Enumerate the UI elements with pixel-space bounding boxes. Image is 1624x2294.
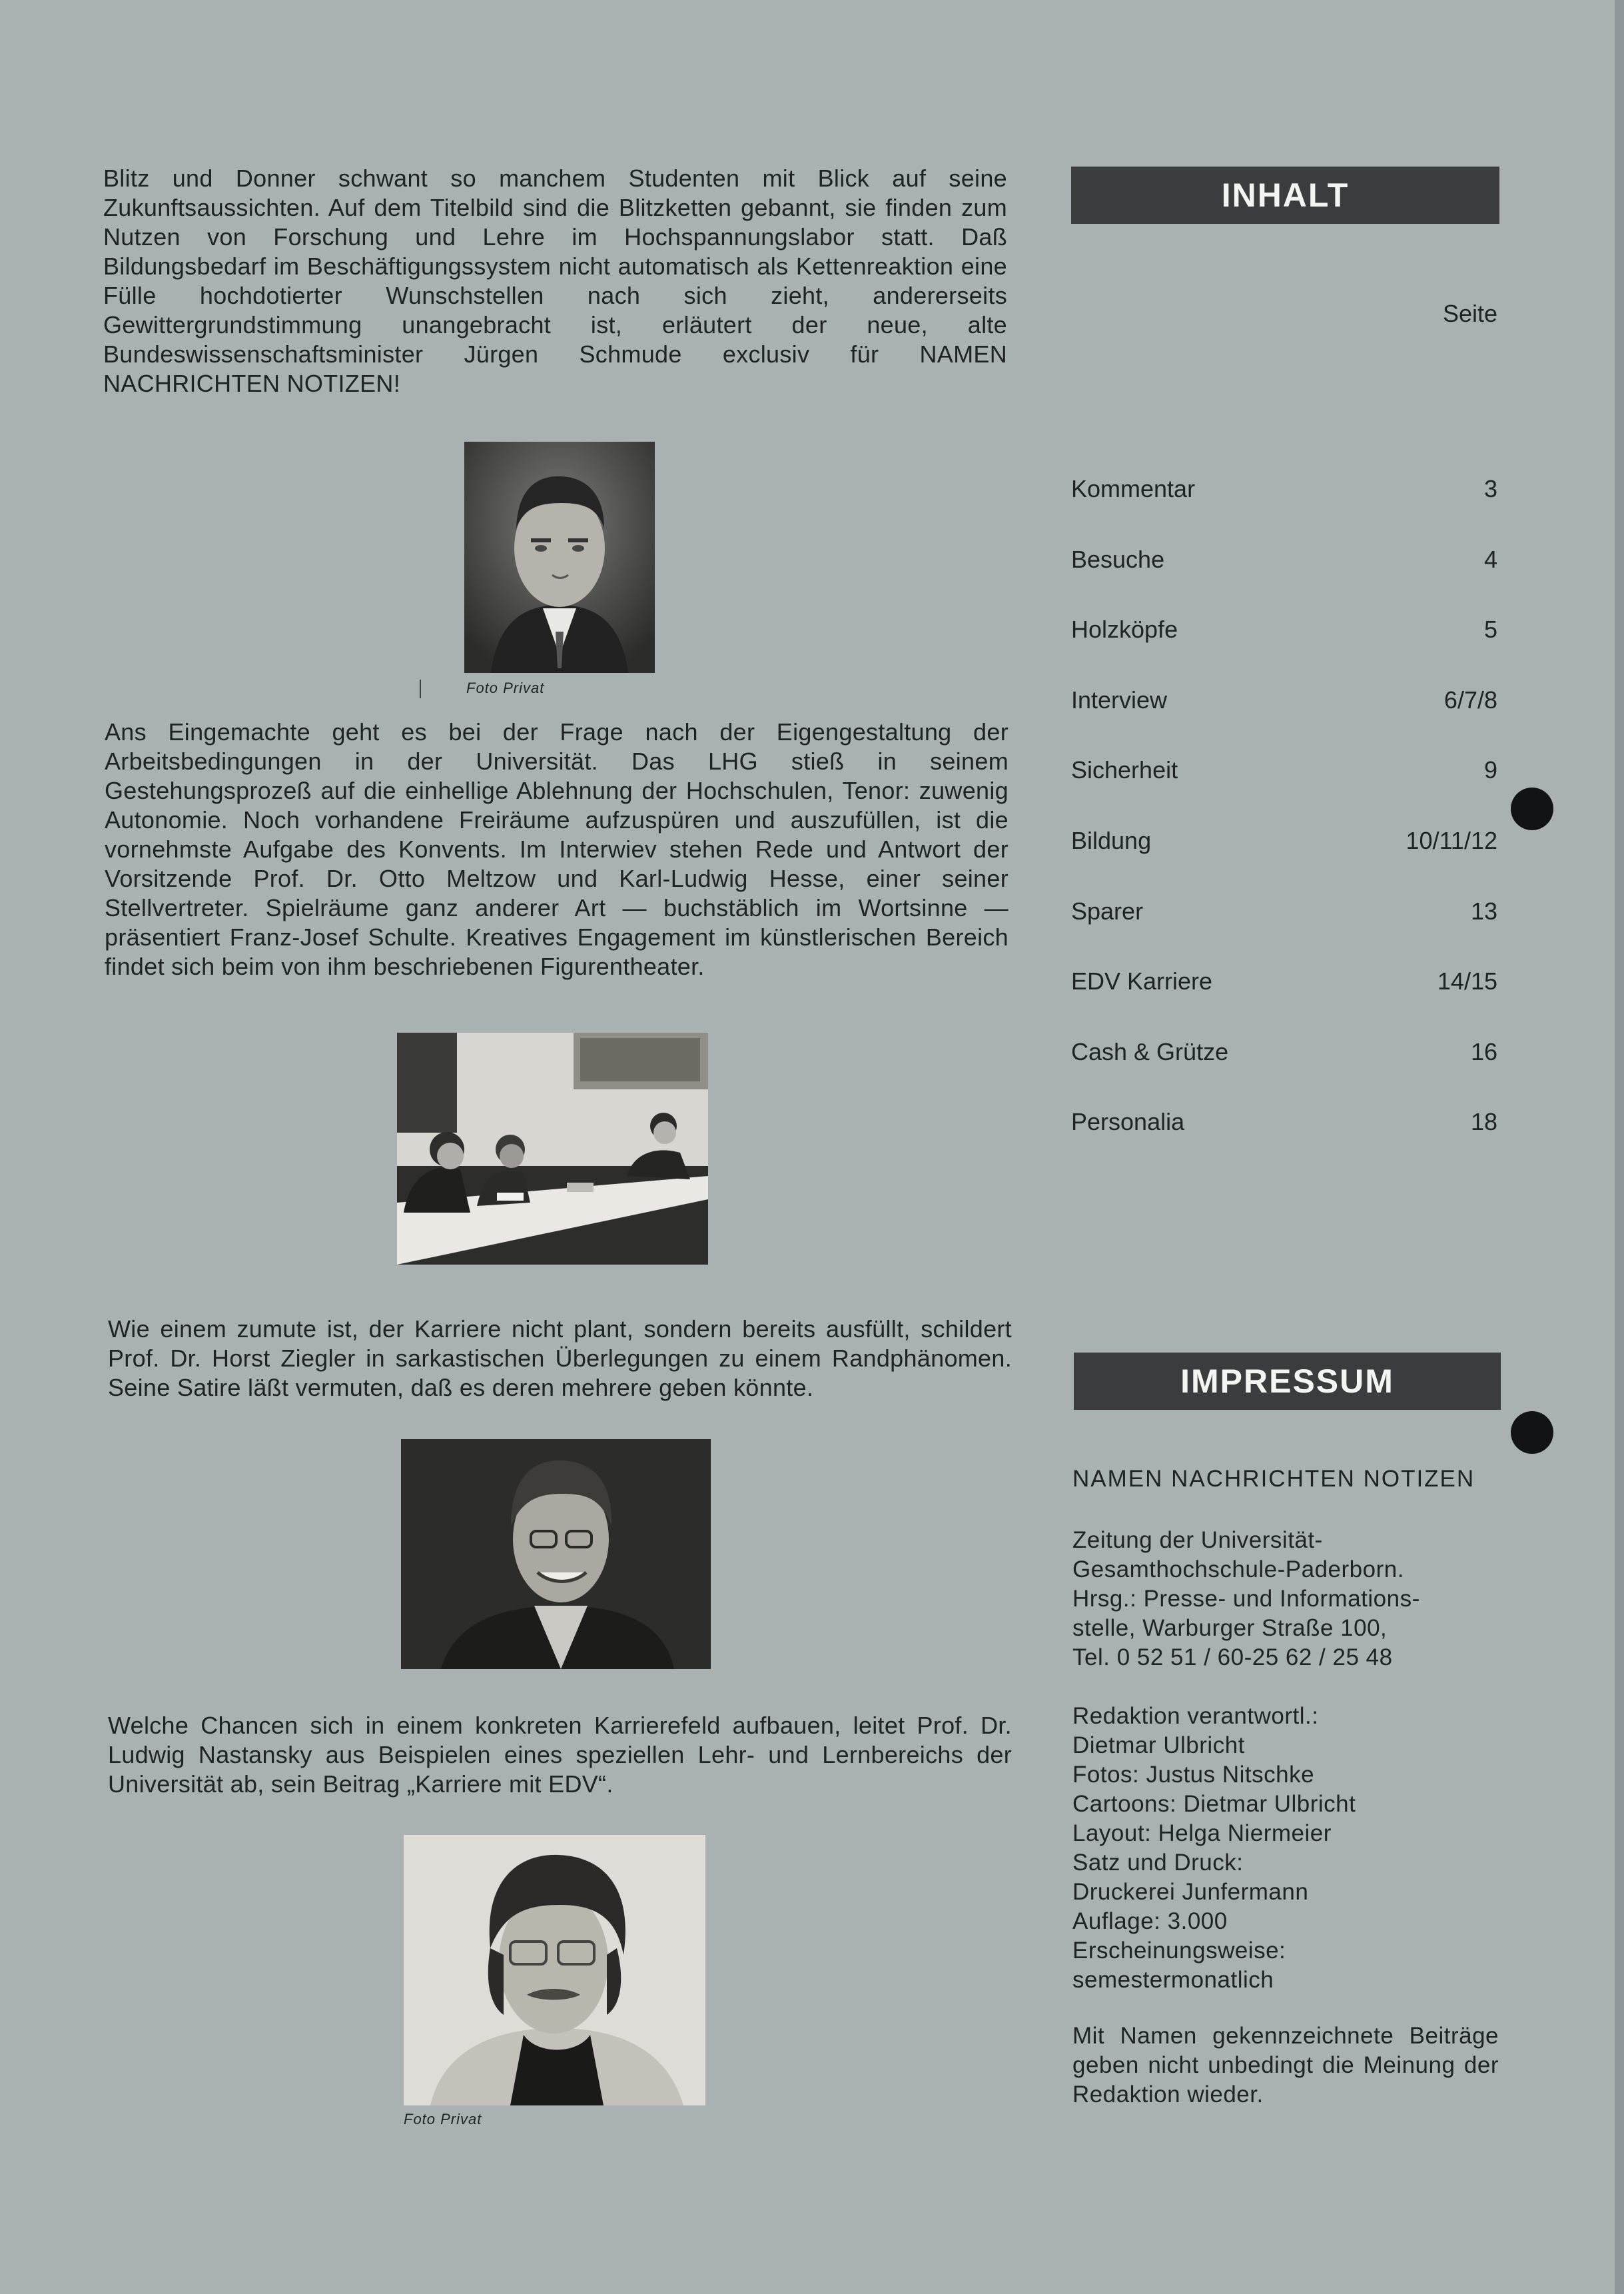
- toc-item-page: 9: [1483, 756, 1497, 784]
- toc-item-title: Sparer: [1071, 897, 1144, 925]
- impressum-line: Zeitung der Universität-: [1072, 1527, 1323, 1553]
- impressum-line: Dietmar Ulbricht: [1072, 1732, 1245, 1758]
- impressum-line: Tel. 0 52 51 / 60-25 62 / 25 48: [1072, 1644, 1393, 1670]
- photo-caption: Foto Privat: [466, 680, 545, 696]
- toc-item-title: EDV Karriere: [1071, 967, 1213, 995]
- toc-item: [1071, 545, 1497, 616]
- page-edge: [1615, 0, 1624, 2294]
- intro-paragraph: Blitz und Donner schwant so manchem Studenten mit Blick auf seine Zukunftsaussichten. Auf dem Titelbild sind die Blitzketten gebannt, sie finden zum Nutzen von Forschung und Lehre im Hochspannungslabor statt. Daß Bildungsbedarf im Beschäftigungssystem nicht automatisch als Kettenreaktion eine Fülle hochdotierter Wunschstellen nach sich zieht, andererseits Gewittergrundstimmung unangebracht ist, erläutert der neue, alte Bundeswissenschaftsminister Jürgen Schmude exclusiv für NAMEN NACHRICHTEN NOTIZEN!: [103, 165, 1007, 397]
- toc-item-title: Personalia: [1071, 1108, 1185, 1136]
- toc-item: [1071, 686, 1497, 756]
- toc-item: [1071, 967, 1497, 1037]
- toc-item-page: 3: [1483, 475, 1497, 502]
- toc-item: [1071, 1037, 1497, 1108]
- toc-item-page: 6/7/8: [1443, 686, 1497, 714]
- impressum-line: Fotos: Justus Nitschke: [1072, 1762, 1315, 1788]
- toc-item-page: 14/15: [1437, 967, 1497, 995]
- portrait-photo-ziegler: [401, 1439, 711, 1669]
- portrait-photo-schmude: [464, 442, 655, 673]
- impressum-banner: IMPRESSUM: [1074, 1353, 1501, 1410]
- toc-item: [1071, 615, 1497, 686]
- impressum-line: Auflage: 3.000: [1072, 1908, 1228, 1934]
- meeting-photo: [397, 1033, 708, 1265]
- toc-item-title: Holzköpfe: [1071, 616, 1178, 644]
- inhalt-banner: INHALT: [1071, 167, 1499, 224]
- toc-item: [1071, 474, 1497, 545]
- toc-item-title: Kommentar: [1071, 475, 1196, 502]
- impressum-line: Cartoons: Dietmar Ulbricht: [1072, 1791, 1356, 1817]
- impressum-line: Redaktion verantwortl.:: [1072, 1703, 1319, 1729]
- toc-item-title: Besuche: [1071, 545, 1165, 573]
- toc-item-title: Sicherheit: [1071, 756, 1178, 784]
- toc-item-page: 18: [1470, 1108, 1497, 1136]
- toc-item-page: 4: [1483, 545, 1497, 573]
- toc-item: [1071, 1107, 1497, 1178]
- toc-item-title: Cash & Grütze: [1071, 1037, 1229, 1065]
- impressum-line: stelle, Warburger Straße 100,: [1072, 1615, 1388, 1641]
- toc-item-title: Interview: [1071, 686, 1168, 714]
- toc-item-title: Bildung: [1071, 826, 1152, 854]
- toc-item-page: 10/11/12: [1406, 826, 1497, 854]
- toc-item-page: 13: [1470, 897, 1497, 925]
- toc-item: [1071, 897, 1497, 967]
- impressum-line: Gesamthochschule-Paderborn.: [1072, 1556, 1404, 1582]
- impressum-publisher: [1072, 1526, 1499, 1672]
- impressum-line: semestermonatlich: [1072, 1967, 1274, 1993]
- impressum-credits: [1072, 1702, 1499, 1995]
- impressum-line: Erscheinungsweise:: [1072, 1938, 1286, 1964]
- portrait-photo-nastansky: [404, 1835, 705, 2105]
- seite-label: Seite: [1442, 300, 1497, 327]
- impressum-title: NAMEN NACHRICHTEN NOTIZEN: [1072, 1466, 1475, 1492]
- photo-caption: Foto Privat: [404, 2111, 482, 2127]
- punch-hole: [1511, 1411, 1553, 1454]
- impressum-line: Satz und Druck:: [1072, 1850, 1244, 1876]
- karriere-paragraph: Wie einem zumute ist, der Karriere nicht plant, sondern bereits ausfüllt, schildert Prof. Dr. Horst Ziegler in sarkastischen Überlegungen zu einem Randphänomen. Seine Satire läßt vermuten, daß es deren mehrere geben könnte.: [108, 1315, 1012, 1401]
- toc-item-page: 5: [1483, 616, 1497, 644]
- toc-item: [1071, 826, 1497, 897]
- konvent-paragraph: Ans Eingemachte geht es bei der Frage nach der Eigengestaltung der Arbeitsbedingungen in der Universität. Das LHG stieß in seinem Gestehungsprozeß auf die einhellige Ablehnung der Hochschulen, Tenor: zuwenig Autonomie. Noch vorhandene Freiräume aufzuspüren und auszufüllen, ist die vornehmste Aufgabe des Konvents. Im Interwiev stehen Rede und Antwort der Vorsitzende Prof. Dr. Otto Meltzow und Karl-Ludwig Hesse, einer seiner Stellvertreter. Spielräume ganz anderer Art — buchstäblich im Wortsinne — präsentiert Franz-Josef Schulte. Kreatives Engagement im künstlerischen Bereich findet sich beim von ihm beschriebenen Figurentheater.: [105, 718, 1009, 980]
- impressum-line: Druckerei Junfermann: [1072, 1879, 1309, 1905]
- impressum-line: Layout: Helga Niermeier: [1072, 1820, 1332, 1846]
- crop-mark: [420, 680, 421, 698]
- impressum-disclaimer: Mit Namen gekennzeichnete Beiträge geben nicht unbedingt die Meinung der Redaktion wieder.: [1072, 2023, 1499, 2107]
- table-of-contents: [1071, 474, 1497, 1178]
- edv-paragraph: Welche Chancen sich in einem konkreten Karrierefeld aufbauen, leitet Prof. Dr. Ludwig Nastansky aus Beispielen eines speziellen Lehr- und Lernbereichs der Universität ab, sein Beitrag „Karriere mit EDV“.: [108, 1712, 1012, 1798]
- toc-item: [1071, 756, 1497, 826]
- toc-item-page: 16: [1470, 1037, 1497, 1065]
- impressum-line: Hrsg.: Presse- und Informations-: [1072, 1586, 1420, 1612]
- punch-hole: [1511, 788, 1553, 830]
